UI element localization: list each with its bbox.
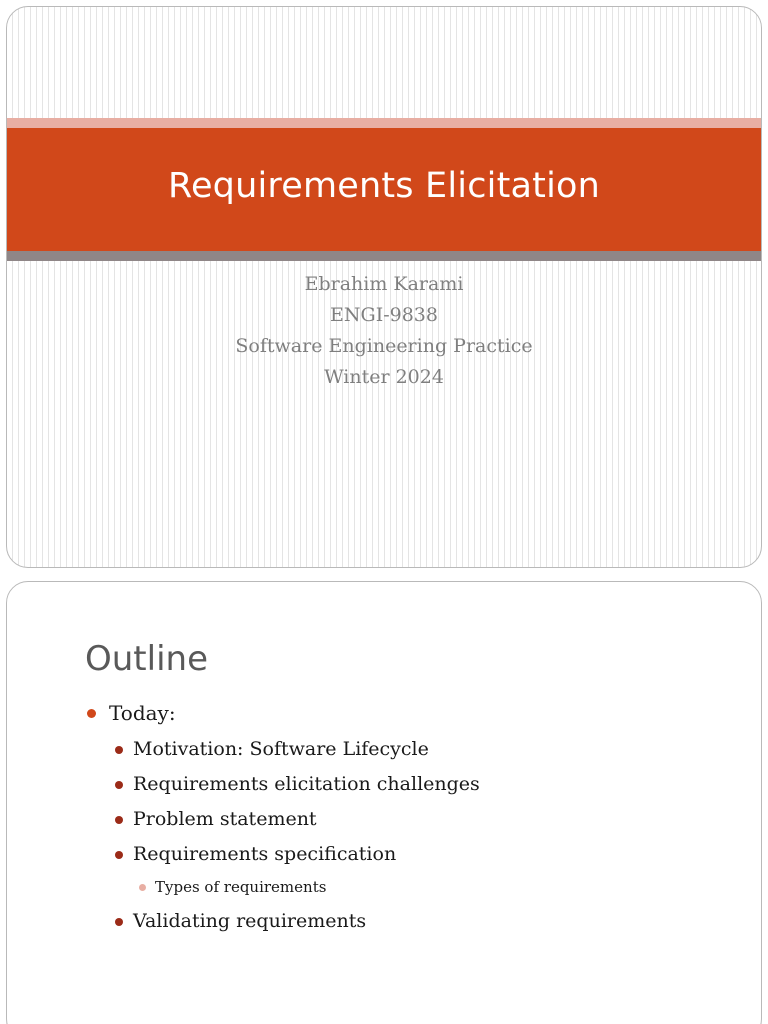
course-code: ENGI-9838: [330, 304, 438, 326]
bullet-dot-icon: [115, 851, 123, 859]
bullet-text: Types of requirements: [155, 878, 327, 896]
title-band: [7, 128, 761, 251]
sub-bullet-item: [85, 806, 480, 832]
bullet-text: Today:: [109, 701, 176, 725]
course-name: Software Engineering Practice: [235, 335, 533, 357]
sub-bullet-item: [85, 736, 480, 762]
slide-title: Requirements Elicitation: [168, 166, 600, 206]
bullet-text: Requirements specification: [133, 843, 397, 865]
author-name: Ebrahim Karami: [304, 273, 464, 295]
bullet-text: Problem statement: [133, 808, 317, 830]
sub-bullet-item: [85, 841, 480, 867]
bullet-dot-icon: [87, 709, 96, 718]
subtitle-block: [7, 269, 761, 393]
title-accent-bar-top: [7, 118, 761, 128]
title-slide: [6, 6, 762, 568]
bullet-text: Motivation: Software Lifecycle: [133, 738, 429, 760]
bullet-text: Validating requirements: [133, 910, 367, 932]
bullet-dot-icon: [115, 781, 123, 789]
bullet-dot-icon: [115, 746, 123, 754]
outline-slide: [6, 581, 762, 1024]
bullet-dot-icon: [115, 816, 123, 824]
sub-sub-bullet-item: [85, 876, 480, 898]
title-accent-bar-bottom: [7, 251, 761, 261]
bullet-dot-icon: [115, 918, 123, 926]
outline-title: Outline: [85, 639, 209, 679]
sub-bullet-item: [85, 771, 480, 797]
outline-bullet-list: [85, 700, 480, 943]
bullet-item: [85, 700, 480, 726]
bullet-dot-icon: [139, 884, 146, 891]
bullet-text: Requirements elicitation challenges: [133, 773, 480, 795]
sub-bullet-item: [85, 908, 480, 934]
term: Winter 2024: [324, 366, 444, 388]
